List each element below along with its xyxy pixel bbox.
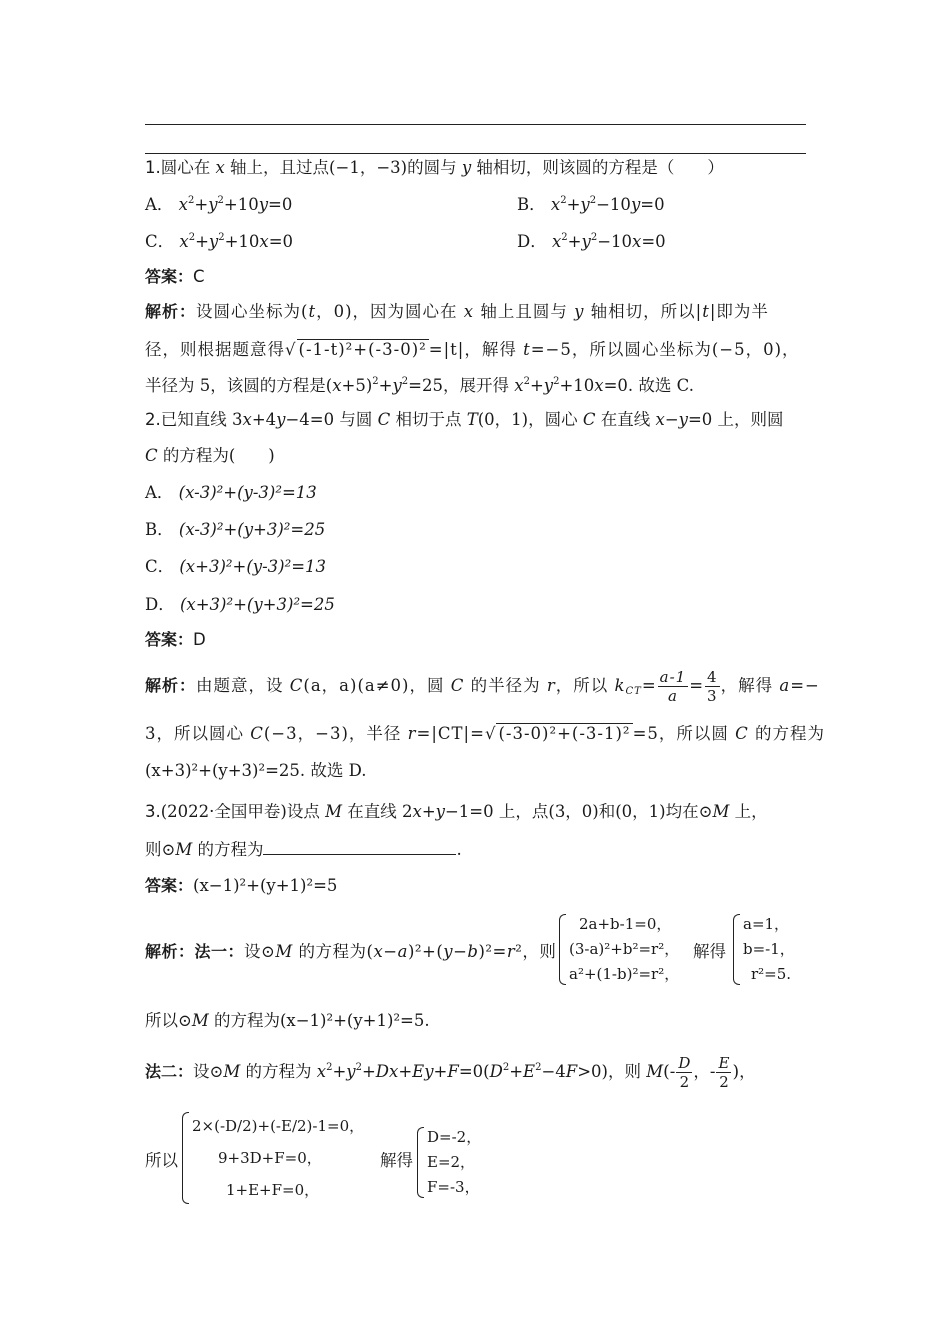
q3-method1-solve-label: 解得 [693, 942, 726, 961]
q3-answer: 答案：(x−1)²+(y+1)²=5 [145, 876, 338, 895]
q2-analysis-line2: 3，所以圆心 C(−3，−3)，半径 r=|CT|=√ (-3-0)²+(-3-1)² =5，所以圆 C 的方程为 [145, 724, 826, 743]
q1-analysis-line3: 半径为 5，该圆的方程是$(x+5)^2+y^2=25$，展开得 $x^2+y^2+10x=0$. 故选 C. [145, 376, 694, 395]
sol1-b: b=-1， [743, 940, 795, 958]
q3-method1-conclusion: 所以⊙M 的方程为(x−1)²+(y+1)²=5. [145, 1011, 430, 1030]
sys1-eq2: (3-a)²+b²=r²， [569, 940, 680, 958]
section-rule [145, 153, 806, 154]
q2-answer: 答案：D [145, 630, 206, 649]
q1-stem: 1.圆心在 x 轴上，且过点(−1，−3)的圆与 y 轴相切，则该圆的方程是（ ） [145, 158, 724, 177]
sys1-eq3: a²+(1-b)²=r²， [569, 965, 680, 983]
q1-option-b[interactable]: B． $x^2+y^2-10y=0$ [517, 195, 665, 214]
q1-answer: 答案：C [145, 267, 205, 286]
sol2-f: F=-3， [427, 1178, 480, 1196]
q3-method2-so: 所以 [145, 1151, 178, 1170]
left-brace [182, 1112, 189, 1204]
sys2-eq3: 1+E+F=0， [226, 1181, 320, 1199]
sys1-eq1: 2a+b-1=0， [579, 915, 672, 933]
q3-method2-solve-label: 解得 [380, 1151, 413, 1170]
q1-sqrt-expression: (-1-t)²+(-3-0)² [298, 340, 427, 359]
q1-option-d[interactable]: D． $x^2+y^2-10x=0$ [517, 232, 666, 251]
sys2-eq1: 2×(-D/2)+(-E/2)-1=0， [192, 1117, 365, 1135]
q2-option-b[interactable]: B． (x-3)²+(y+3)²=25 [145, 520, 326, 539]
q3-stem-line2: 则⊙M 的方程为 . [145, 840, 462, 859]
q1-analysis-line2: 径，则根据题意得√ (-1-t)²+(-3-0)² =|t|，解得 t=−5，所以圆心坐标为(−5，0)， [145, 340, 800, 359]
q2-sqrt-expression: (-3-0)²+(-3-1)² [498, 724, 631, 743]
q3-center-x-fraction: $\frac{D}{2}$ [678, 1054, 691, 1091]
q1-options-row1 [145, 194, 810, 216]
sys2-eq2: 9+3D+F=0， [218, 1149, 322, 1167]
q2-option-a[interactable]: A． (x-3)²+(y-3)²=13 [145, 483, 317, 502]
q2-option-d[interactable]: D． (x+3)²+(y+3)²=25 [145, 595, 335, 614]
q3-solution2 [417, 1125, 481, 1200]
q2-value-fraction: $\frac{4}{3}$ [707, 668, 718, 705]
left-brace [417, 1127, 424, 1198]
q2-stem-line2: C 的方程为( ) [145, 446, 275, 465]
q1-analysis-line1: 解析：设圆心坐标为(t，0)，因为圆心在 x 轴上且圆与 y 轴相切，所以|t|即为半 [145, 302, 769, 321]
q3-answer-blank[interactable] [263, 838, 456, 855]
q1-options-row2 [145, 231, 810, 253]
q2-slope-fraction: $\frac{a-1}{a}$ [659, 668, 687, 705]
q3-stem-line1: 3.(2022·全国甲卷)设点 M 在直线 2x+y−1=0 上，点(3，0)和(0，1)均在⊙M 上， [145, 802, 768, 821]
q2-stem-line1: 2.已知直线 3x+4y−4=0 与圆 C 相切于点 T(0，1)，圆心 C 在直线 x−y=0 上，则圆 [145, 410, 784, 429]
q3-solution1 [733, 912, 795, 987]
q1-option-c[interactable]: C． $x^2+y^2+10x=0$ [145, 232, 294, 251]
q3-system1 [559, 912, 679, 987]
q3-center-y-fraction: $\frac{E}{2}$ [718, 1054, 730, 1091]
q3-method2-line: 法二：设⊙M 的方程为 $x^2+y^2+Dx+Ey+F=0(D^2+E^2-4F>0)$，则 M(- $\frac{D}{2}$ ，- $\frac{E}{2}$ )， [145, 1054, 756, 1091]
q3-system2 [182, 1110, 364, 1206]
q1-option-a[interactable]: A． $x^2+y^2+10y=0$ [145, 195, 293, 214]
left-brace [733, 914, 740, 985]
sol2-e: E=2， [427, 1153, 476, 1171]
q3-method1-line: 解析：法一：设⊙M 的方程为(x−a)²+(y−b)²=r²，则 [145, 942, 557, 961]
q2-option-c[interactable]: C． (x+3)²+(y-3)²=13 [145, 557, 327, 576]
top-rule [145, 124, 806, 125]
sol1-r: r²=5. [751, 965, 792, 983]
sol1-a: a=1， [743, 915, 790, 933]
sol2-d: D=-2， [427, 1128, 482, 1146]
q2-analysis-line3: (x+3)²+(y+3)²=25. 故选 D. [145, 761, 367, 780]
q2-analysis-line1: 解析：由题意，设 C(a，a)(a≠0)，圆 C 的半径为 r，所以 $k_{CT}=$ $\frac{a-1}{a}$ = $\frac{4}{3}$ ，解得 a=− [145, 668, 820, 705]
left-brace [559, 914, 566, 985]
